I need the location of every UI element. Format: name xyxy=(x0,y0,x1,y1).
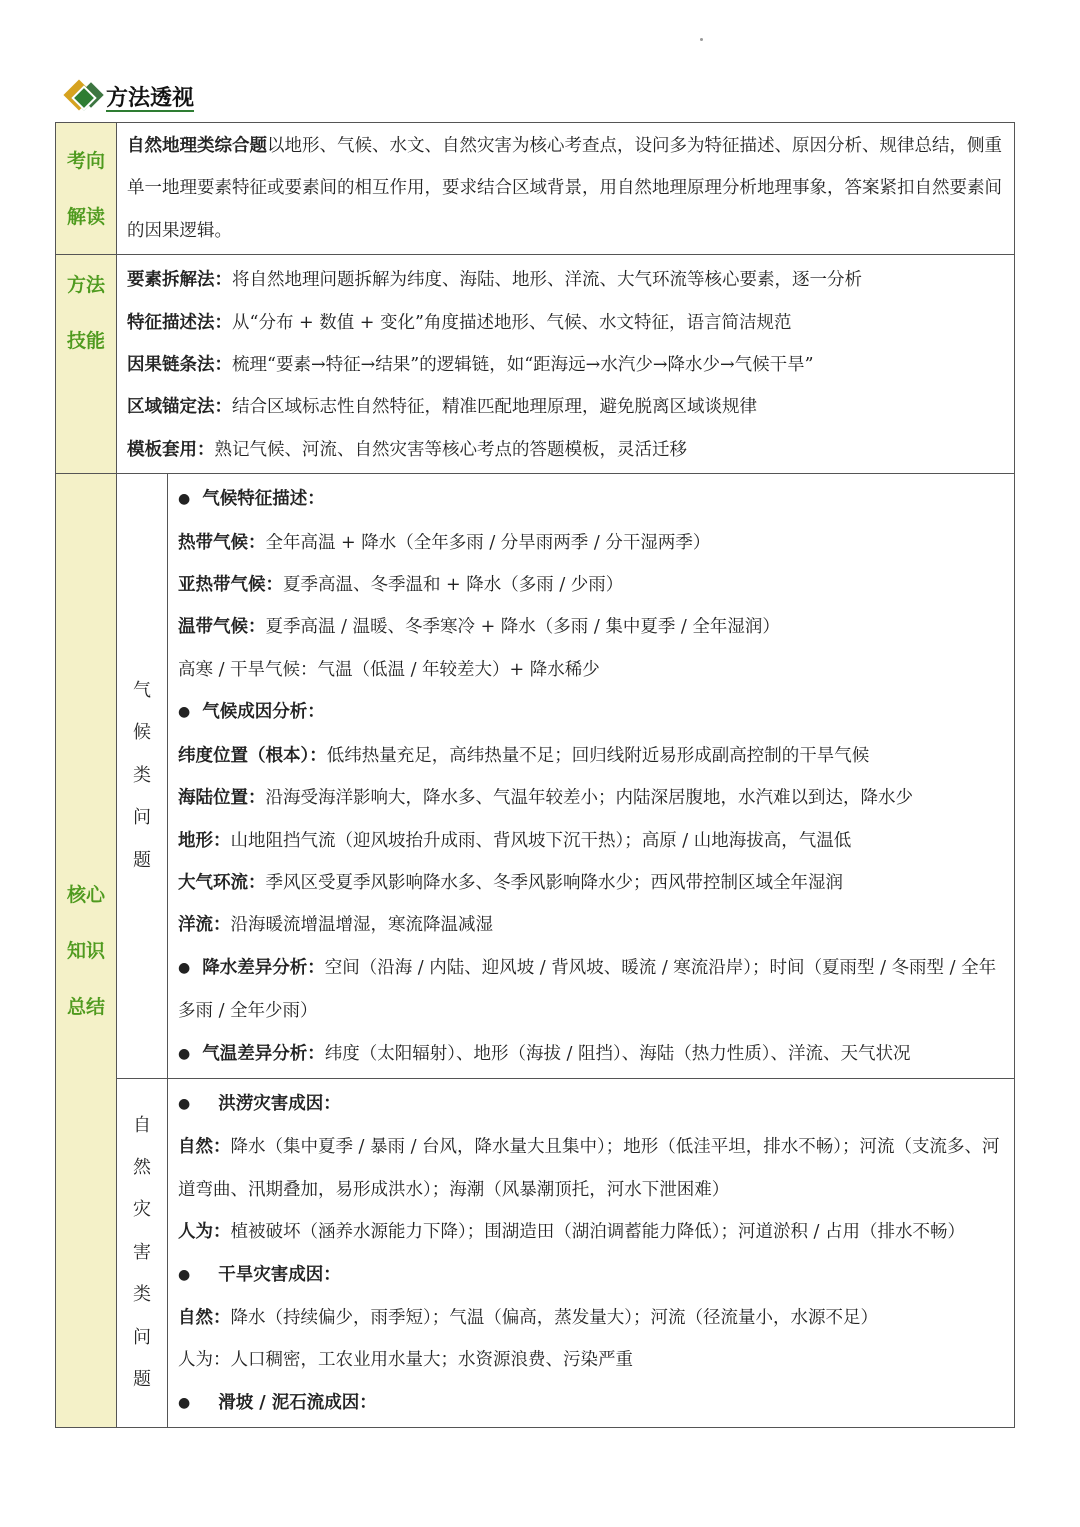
row-kaoxiang xyxy=(56,123,1015,255)
method-item: 区域锚定法：结合区域标志性自然特征，精准匹配地理原理，避免脱离区域谈规律 xyxy=(127,397,757,418)
bullet-icon: ● xyxy=(178,1045,191,1062)
method-table xyxy=(55,122,1015,1428)
kaoxiang-lead: 自然地理类综合题 xyxy=(127,136,267,156)
row-disaster xyxy=(56,1078,1015,1427)
content-fangfa xyxy=(117,255,1015,474)
bullet-icon: ● xyxy=(178,491,191,508)
method-item: 因果链条法：梳理“要素→特征→结果”的逻辑链，如“距海远→水汽少→降水少→气候干旱” xyxy=(127,355,814,376)
label-hexin: 核心 知识 总结 xyxy=(56,474,117,1428)
label-disaster: 自 然 灾 害 类 问 题 xyxy=(117,1078,168,1427)
bullet-icon: ● xyxy=(178,1266,191,1283)
method-item: 特征描述法：从“分布 + 数值 + 变化”角度描述地形、气候、水文特征，语言简洁规范 xyxy=(127,312,792,333)
label-kaoxiang: 考向 解读 xyxy=(56,123,117,255)
diamond-logo-icon xyxy=(64,80,104,112)
content-disaster: ● 洪涝灾害成因： 自然：降水（集中夏季 / 暴雨 / 台风，降水量大且集中）；地形（低洼平坦，排水不畅）；河流（支流多、河道弯曲、汛期叠加，易形成洪水）；海潮（风暴潮顶托，河水下泄困难） 人为：植被破坏（涵养水源能力下降）；围湖造田（湖泊调蓄能力降低）；河道淤积 / 占用（排水不畅） ● 干旱灾害成因： 自然：降水（持续偏少，雨季短）；气温（偏高，蒸发量大）；河流（径流量小，水源不足） 人为：人口稠密，工农业用水量大；水资源浪费、污染严重 ● 滑坡 / 泥石流成因： xyxy=(168,1078,1015,1427)
label-climate: 气 候 类 问 题 xyxy=(117,474,168,1079)
content-kaoxiang xyxy=(117,123,1015,255)
decorative-dot xyxy=(700,38,703,41)
row-fangfa xyxy=(56,255,1015,474)
method-item: 模板套用：熟记气候、河流、自然灾害等核心考点的答题模板，灵活迁移 xyxy=(127,439,687,460)
section-title: 方法透视 xyxy=(106,85,195,111)
kaoxiang-text: 以地形、气候、水文、自然灾害为核心考查点，设问多为特征描述、原因分析、规律总结，侧重单一地理要素特征或要素间的相互作用，要求结合区域背景，用自然地理原理分析地理事象，答案紧扣自然要素间的因果逻辑。 xyxy=(127,136,1002,241)
method-item: 要素拆解法：将自然地理问题拆解为纬度、海陆、地形、洋流、大气环流等核心要素，逐一分析 xyxy=(127,270,862,291)
bullet-icon: ● xyxy=(178,704,191,721)
row-climate xyxy=(56,474,1015,1079)
content-climate: ● 气候特征描述： 热带气候：全年高温 + 降水（全年多雨 / 分旱雨两季 / 分干湿两季） 亚热带气候：夏季高温、冬季温和 + 降水（多雨 / 少雨） 温带气候：夏季高温 / 温暖、冬季寒冷 + 降水（多雨 / 集中夏季 / 全年湿润） 高寒 / 干旱气候：气温（低温 / 年较差大）+ 降水稀少 ● 气候成因分析： 纬度位置（根本）：低纬热量充足，高纬热量不足；回归线附近易形成副高控制的干旱气候 海陆位置：沿海受海洋影响大，降水多、气温年较差小；内陆深居腹地，水汽难以到达，降水少 地形：山地阻挡气流（迎风坡抬升成雨、背风坡下沉干热）；高原 / 山地海拔高，气温低 大气环流：季风区受夏季风影响降水多、冬季风影响降水少；西风带控制区域全年湿润 洋流：沿海暖流增温增湿，寒流降温减湿 ● 降水差异分析：空间（沿海 / 内陆、迎风坡 / 背风坡、暖流 / 寒流沿岸）；时间（夏雨型 / 冬雨型 / 全年多雨 / 全年少雨） ● 气温差异分析：纬度（太阳辐射）、地形（海拔 / 阻挡）、海陆（热力性质）、洋流、天气状况 xyxy=(168,474,1015,1079)
bullet-icon: ● xyxy=(178,1095,191,1112)
bullet-icon: ● xyxy=(178,1394,191,1411)
label-fangfa: 方法 技能 xyxy=(56,255,117,474)
section-header xyxy=(64,78,194,114)
bullet-icon: ● xyxy=(178,959,191,976)
